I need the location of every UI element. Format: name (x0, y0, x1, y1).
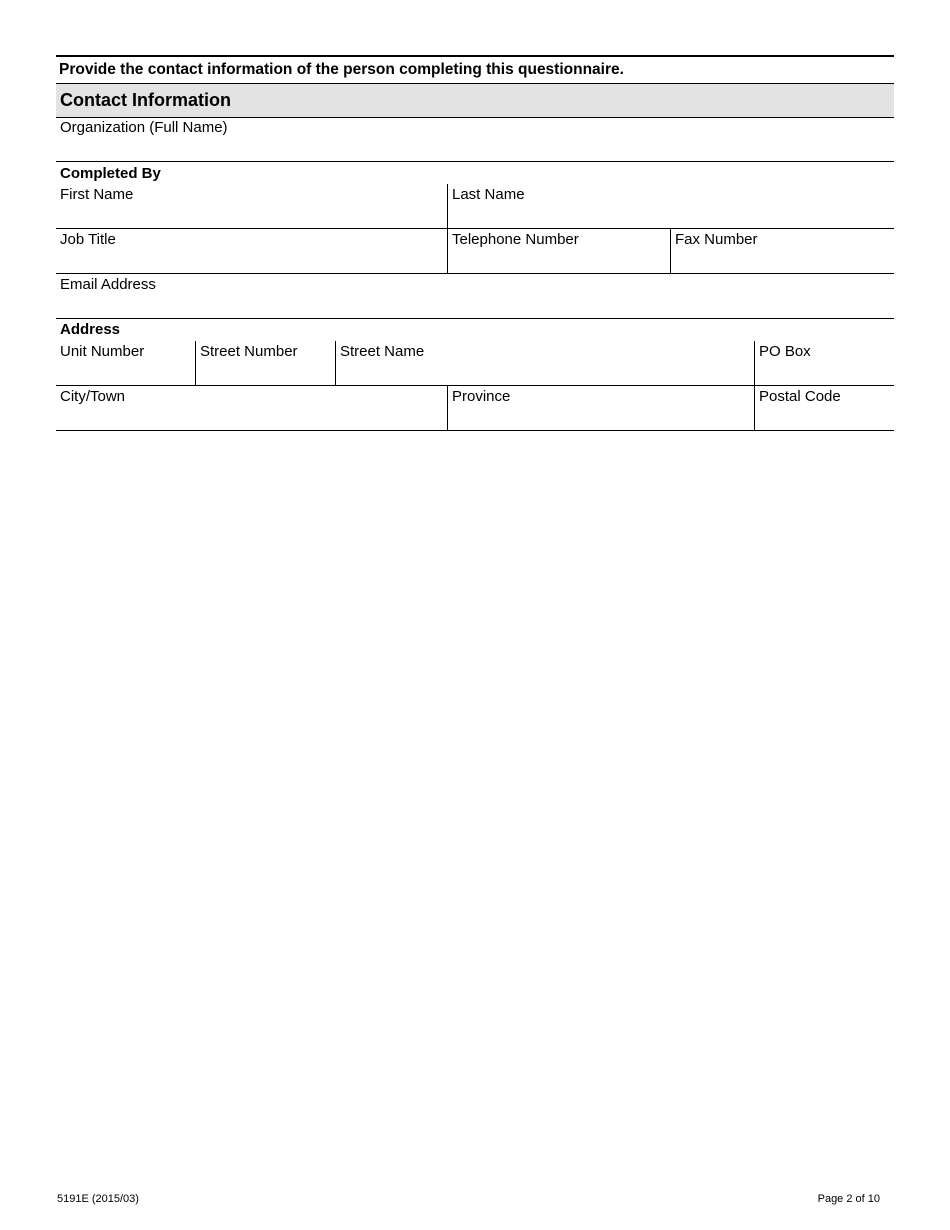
postal-code-field[interactable] (755, 386, 894, 430)
page-number: Page 2 of 10 (817, 1193, 880, 1205)
street-name-label: Street Name (340, 343, 425, 360)
divider (56, 318, 894, 319)
last-name-field[interactable] (448, 184, 894, 228)
address-heading: Address (60, 321, 121, 338)
unit-number-field[interactable] (56, 341, 195, 385)
first-name-field[interactable] (56, 184, 447, 228)
telephone-label: Telephone Number (452, 231, 579, 248)
city-label: City/Town (60, 388, 126, 405)
section-title: Contact Information (60, 90, 231, 110)
organization-field[interactable] (56, 118, 894, 161)
po-box-field[interactable] (755, 341, 894, 385)
organization-label: Organization (Full Name) (60, 119, 228, 136)
completed-by-heading: Completed By (60, 165, 161, 182)
first-name-label: First Name (60, 186, 134, 203)
job-title-field[interactable] (56, 229, 447, 273)
street-number-label: Street Number (200, 343, 298, 360)
fax-field[interactable] (671, 229, 894, 273)
fax-label: Fax Number (675, 231, 758, 248)
city-field[interactable] (56, 386, 447, 430)
postal-code-label: Postal Code (759, 388, 841, 405)
email-field[interactable] (56, 274, 894, 318)
top-rule (56, 55, 894, 57)
province-field[interactable] (448, 386, 754, 430)
instruction-text: Provide the contact information of the person completing this questionnaire. (59, 61, 624, 78)
form-id: 5191E (2015/03) (57, 1193, 139, 1205)
divider (56, 430, 894, 431)
street-number-field[interactable] (196, 341, 335, 385)
street-name-field[interactable] (336, 341, 754, 385)
po-box-label: PO Box (759, 343, 811, 360)
unit-number-label: Unit Number (60, 343, 145, 360)
email-label: Email Address (60, 276, 156, 293)
telephone-field[interactable] (448, 229, 670, 273)
last-name-label: Last Name (452, 186, 525, 203)
job-title-label: Job Title (60, 231, 116, 248)
province-label: Province (452, 388, 511, 405)
divider (56, 161, 894, 162)
